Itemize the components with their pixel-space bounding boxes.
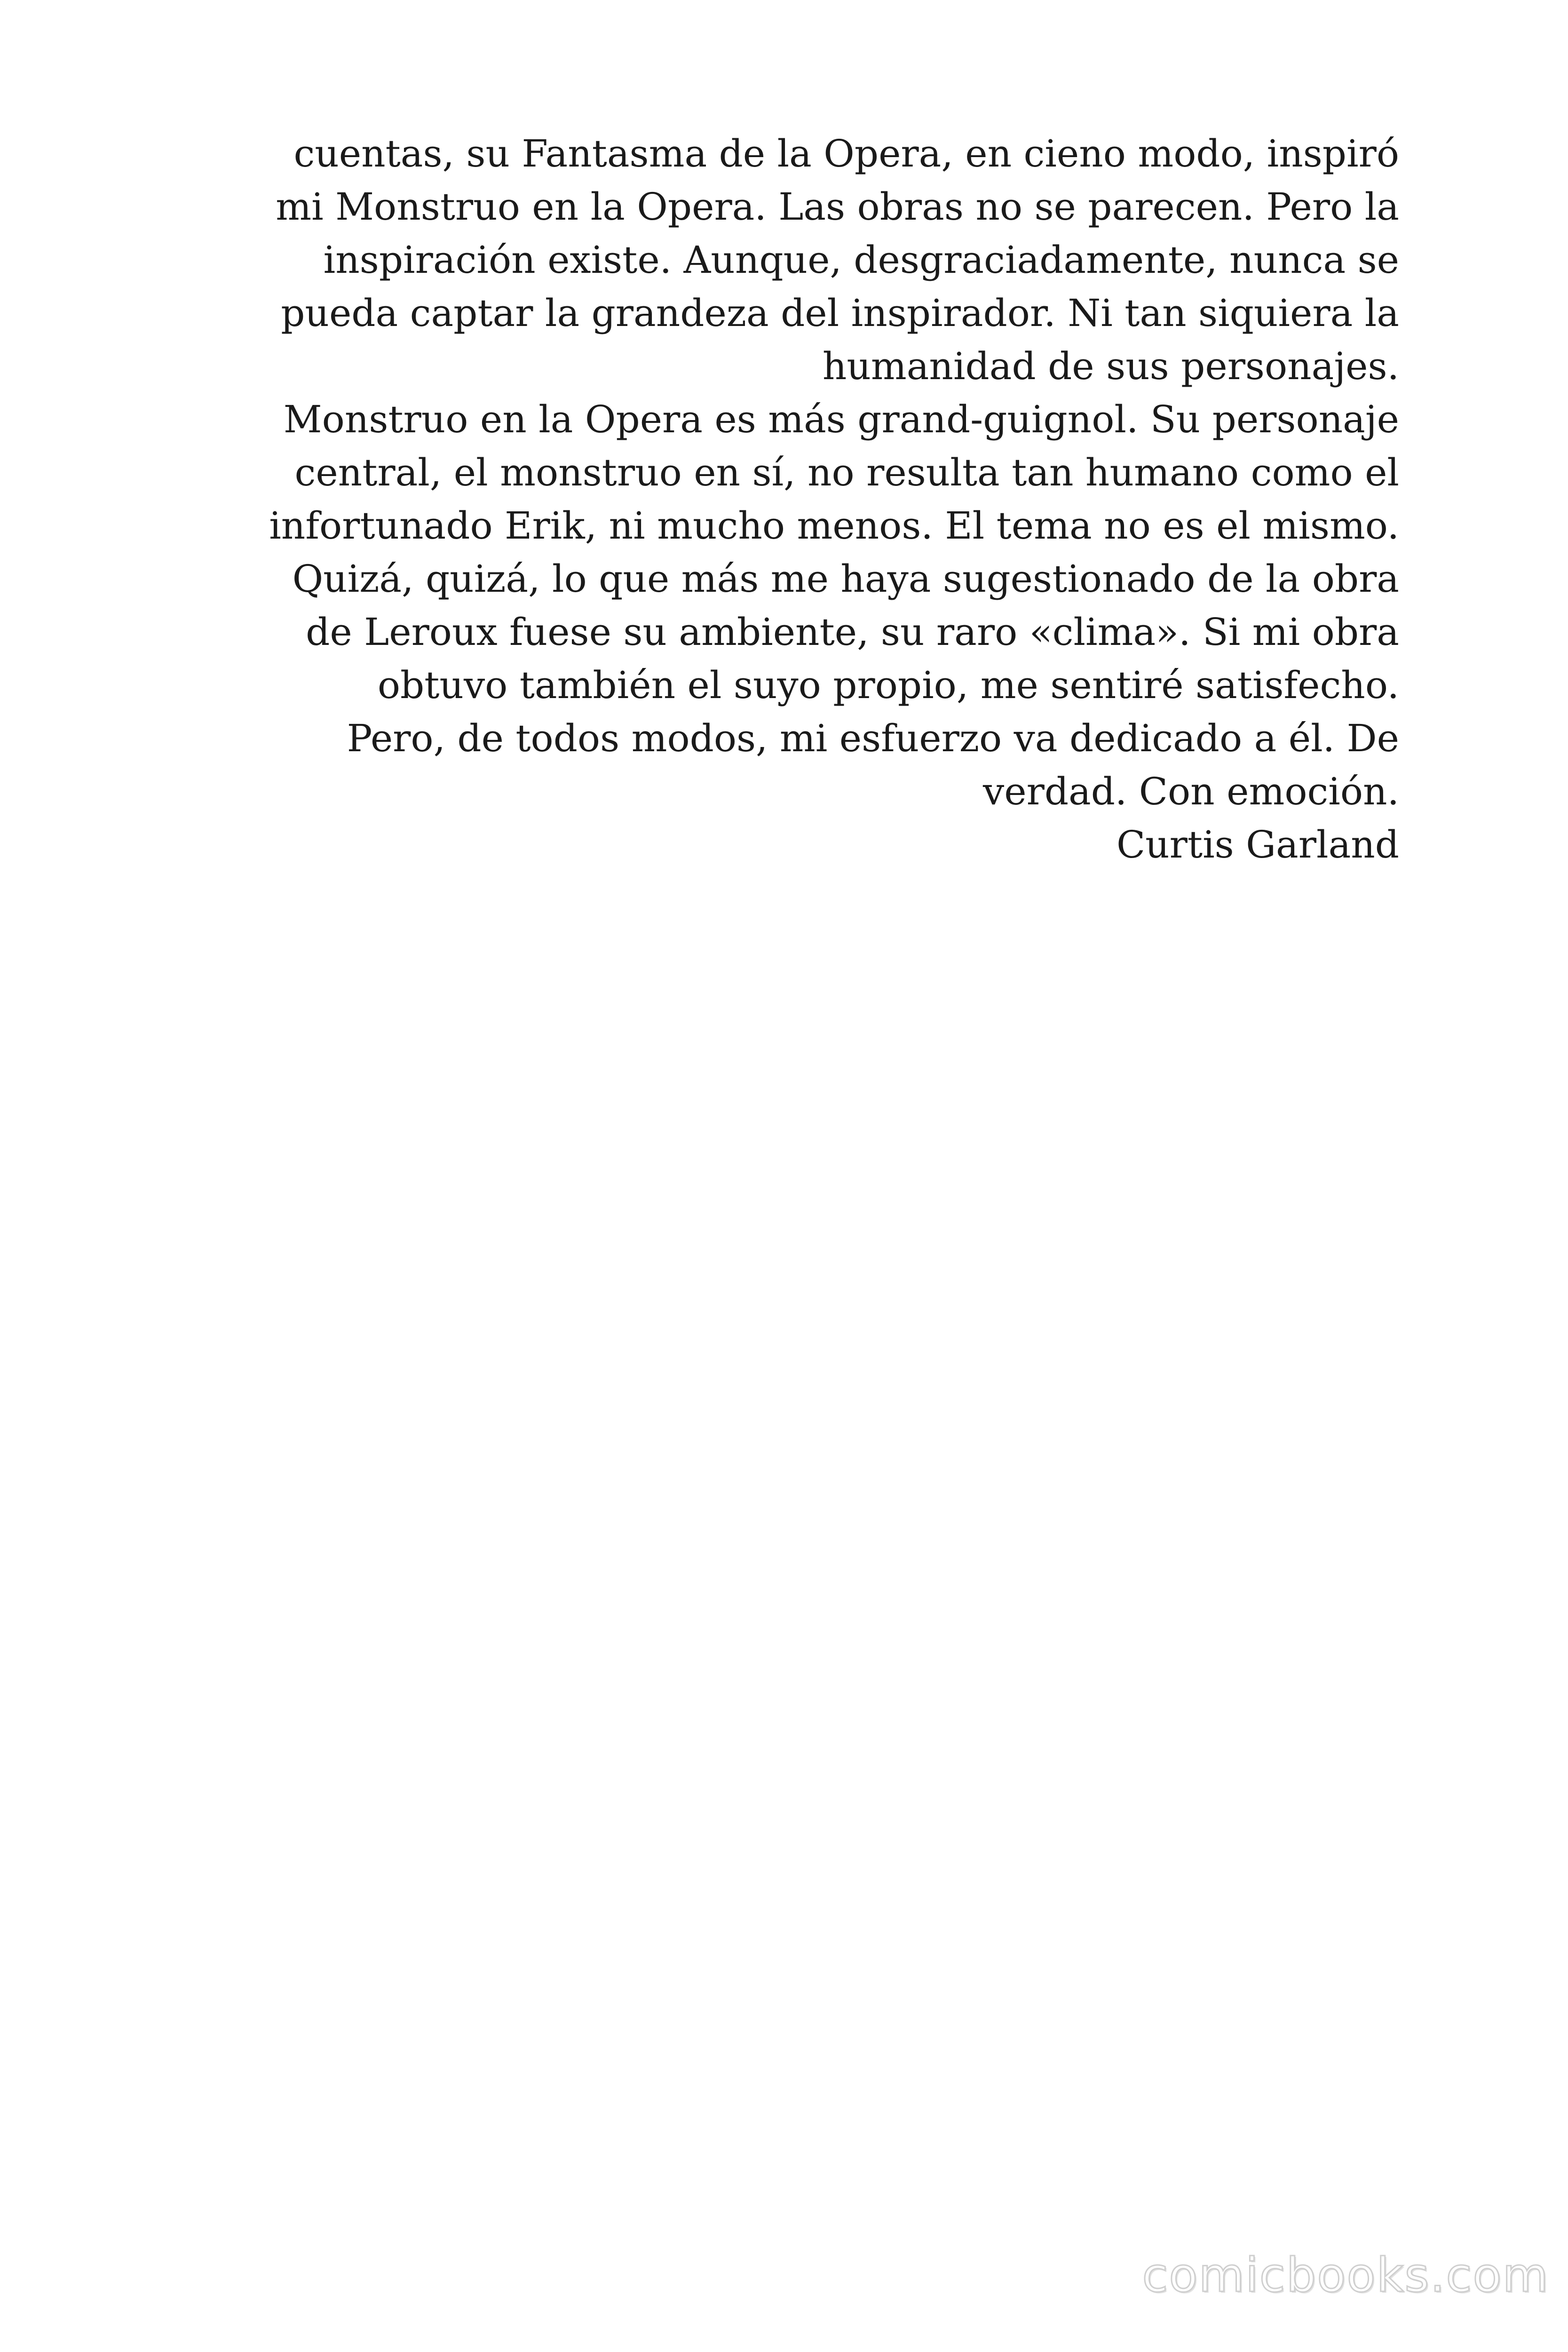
text-line: cuentas, su Fantasma de la Opera, en cieno modo, inspiró bbox=[293, 132, 1399, 175]
body-text bbox=[254, 127, 1399, 871]
text-line: verdad. Con emoción. bbox=[983, 770, 1399, 813]
watermark: comicbooks.com bbox=[1142, 2248, 1549, 2303]
text-line: pueda captar la grandeza del inspirador. Ni tan siquiera la bbox=[281, 291, 1399, 335]
text-line: infortunado Erik, ni mucho menos. El tema no es el mismo. bbox=[269, 504, 1399, 548]
text-line: obtuvo también el suyo propio, me sentiré satisfecho. bbox=[377, 663, 1399, 707]
text-line: Pero, de todos modos, mi esfuerzo va dedicado a él. De bbox=[347, 716, 1399, 760]
text-line: Quizá, quizá, lo que más me haya sugestionado de la obra bbox=[292, 557, 1399, 601]
text-line: Monstruo en la Opera es más grand-guignol. Su personaje bbox=[283, 397, 1399, 441]
author-signature: Curtis Garland bbox=[1116, 823, 1399, 866]
text-line: mi Monstruo en la Opera. Las obras no se parecen. Pero la bbox=[276, 185, 1399, 229]
text-line: inspiración existe. Aunque, desgraciadamente, nunca se bbox=[323, 238, 1399, 282]
text-line: humanidad de sus personajes. bbox=[822, 344, 1399, 388]
text-line: central, el monstruo en sí, no resulta tan humano como el bbox=[294, 451, 1399, 494]
text-line: de Leroux fuese su ambiente, su raro «clima». Si mi obra bbox=[306, 610, 1399, 654]
